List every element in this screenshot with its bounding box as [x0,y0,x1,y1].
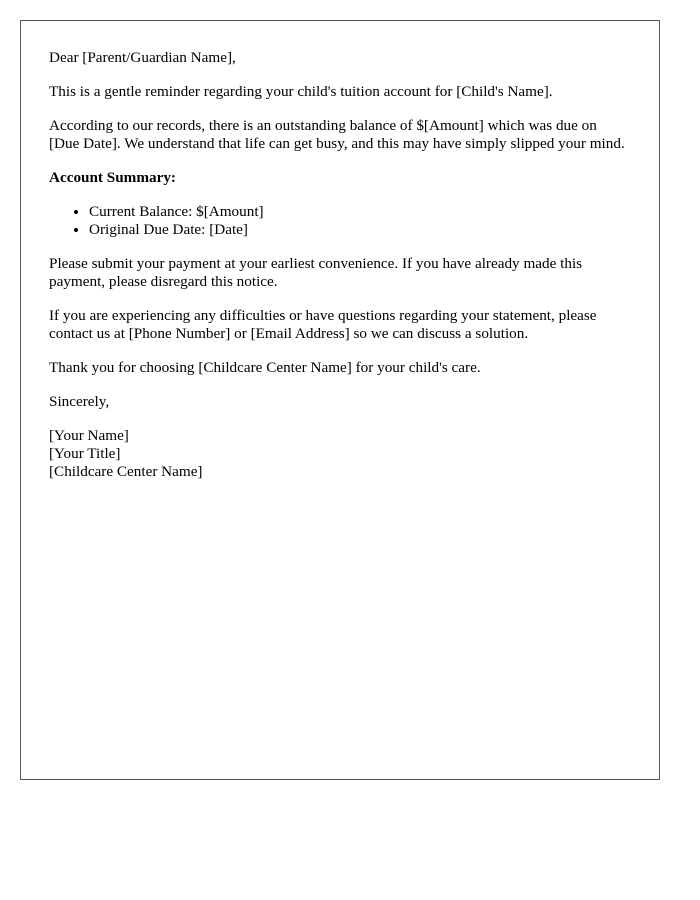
signature-title: [Your Title] [49,445,121,462]
signature-name: [Your Name] [49,427,129,444]
signature-block [49,427,631,481]
greeting: Dear [Parent/Guardian Name], [49,49,236,66]
account-summary-heading: Account Summary: [49,169,176,186]
summary-item-current-balance: • Current Balance: $[Amount] [89,203,631,221]
account-summary-list [49,203,631,239]
thanks-paragraph: Thank you for choosing [Childcare Center Name] for your child's care. [49,359,481,376]
signature-center: [Childcare Center Name] [49,463,203,480]
contact-paragraph: If you are experiencing any difficulties or have questions regarding your statement, please contact us at [Phone Number] or [Email Address] so we can discuss a solution. [49,307,597,342]
intro-paragraph: This is a gentle reminder regarding your child's tuition account for [Child's Name]. [49,83,553,100]
closing: Sincerely, [49,393,110,410]
summary-item-original-due-date: • Original Due Date: [Date] [89,221,631,239]
payment-paragraph: Please submit your payment at your earliest convenience. If you have already made this payment, please disregard this notice. [49,255,583,290]
balance-paragraph: According to our records, there is an outstanding balance of $[Amount] which was due on [Due Date]. We understand that life can get busy, and this may have simply slipped your mind. [49,117,625,152]
letter-frame [20,20,660,780]
